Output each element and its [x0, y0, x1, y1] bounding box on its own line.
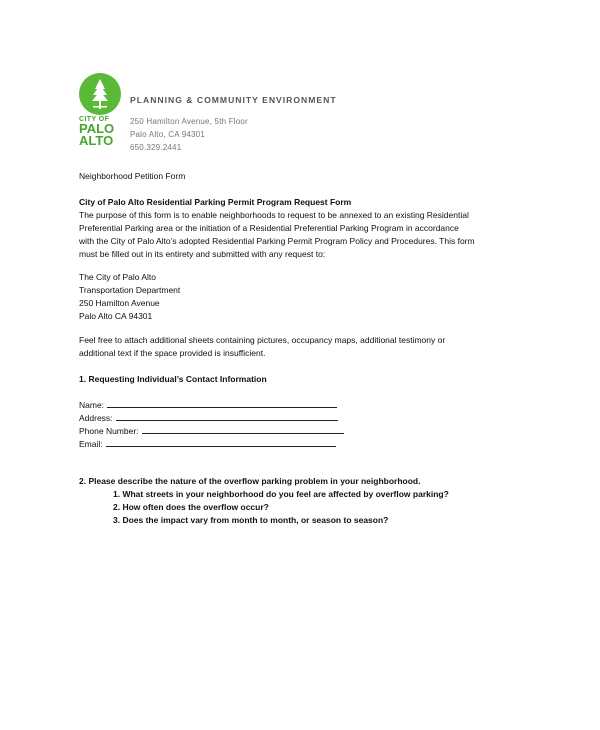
city-of-text: CITY OF [79, 116, 110, 123]
mail-line: Transportation Department [79, 285, 181, 295]
name-field[interactable] [107, 398, 337, 408]
address-label: Address: [79, 413, 113, 423]
form-title: City of Palo Alto Residential Parking Permit Program Request Form [79, 197, 352, 207]
question-3: 3. Does the impact vary from month to month, or season to season? [113, 515, 389, 525]
address-line-1: 250 Hamilton Avenue, 5th Floor [130, 117, 248, 126]
phone-field[interactable] [142, 424, 344, 434]
address-field[interactable] [116, 411, 338, 421]
section-1-heading: 1. Requesting Individual’s Contact Information [79, 374, 267, 384]
department-name: PLANNING & COMMUNITY ENVIRONMENT [130, 95, 337, 105]
purpose-paragraph [79, 209, 519, 261]
question-1: 1. What streets in your neighborhood do you feel are affected by overflow parking? [113, 489, 449, 499]
mail-line: Palo Alto CA 94301 [79, 311, 153, 321]
mail-line: 250 Hamilton Avenue [79, 298, 160, 308]
attach-line: additional text if the space provided is insufficient. [79, 348, 266, 358]
phone-number: 650.329.2441 [130, 143, 182, 152]
phone-label: Phone Number: [79, 426, 139, 436]
department-address [130, 115, 248, 154]
mailing-address [79, 271, 519, 323]
name-label: Name: [79, 400, 105, 410]
address-row [79, 411, 338, 425]
attach-line: Feel free to attach additional sheets containing pictures, occupancy maps, additional testimony or [79, 335, 446, 345]
attachment-note [79, 334, 519, 360]
palo-alto-tree-logo-icon [79, 73, 121, 115]
form-label: Neighborhood Petition Form [79, 171, 186, 181]
purpose-line: The purpose of this form is to enable neighborhoods to request to be annexed to an existing Residential [79, 210, 469, 220]
name-row [79, 398, 337, 412]
city-wordmark [79, 116, 114, 147]
purpose-line: with the City of Palo Alto’s adopted Residential Parking Permit Program Policy and Procedures. This form [79, 236, 475, 246]
question-2: 2. How often does the overflow occur? [113, 502, 269, 512]
purpose-line: Preferential Parking area or the initiation of a Residential Preferential Parking Program in accordance [79, 223, 459, 233]
address-line-2: Palo Alto, CA 94301 [130, 130, 205, 139]
purpose-line: must be filled out in its entirety and submitted with any request to: [79, 249, 326, 259]
email-row [79, 437, 336, 451]
mail-line: The City of Palo Alto [79, 272, 157, 282]
phone-row [79, 424, 344, 438]
city-name-line1: PALO [79, 121, 115, 136]
city-name-line2: ALTO [79, 133, 114, 148]
section-2-heading: 2. Please describe the nature of the overflow parking problem in your neighborhood. [79, 476, 421, 486]
email-label: Email: [79, 439, 103, 449]
email-field[interactable] [106, 437, 336, 447]
